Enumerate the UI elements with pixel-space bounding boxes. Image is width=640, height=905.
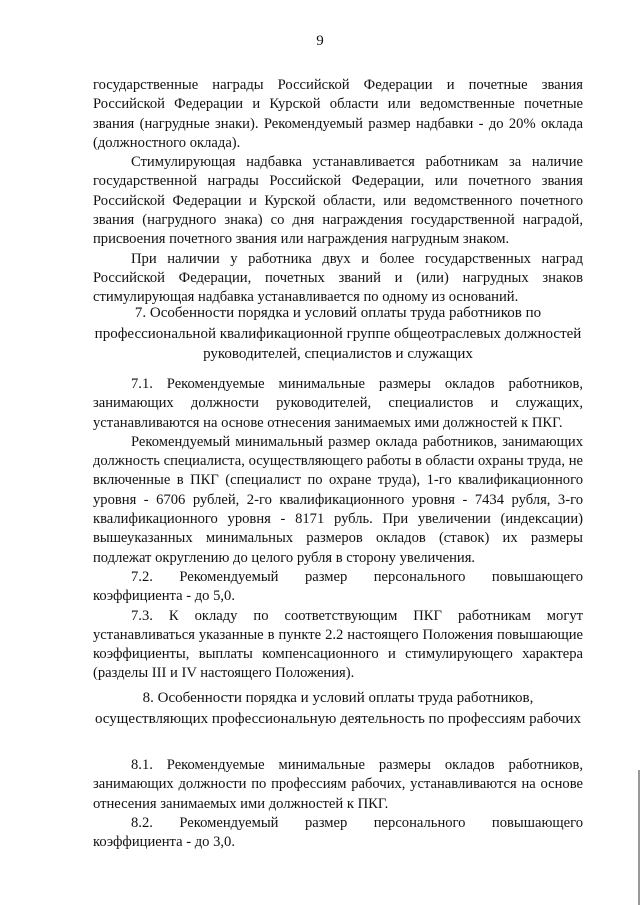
- section-8-heading: 8. Особенности порядка и условий оплаты труда работников, осуществляющих профессиональную деятельность по профессиям рабочих: [94, 690, 582, 727]
- paragraph: государственные награды Российской Федерации и почетные звания Российской Федерации и Курской области или ведомственные почетные звания (нагрудные знаки). Рекомендуемый размер надбавки - до 20% оклада (должностного оклада).: [93, 77, 583, 151]
- paragraph: При наличии у работника двух и более государственных наград Российской Федерации, почетных званий и (или) нагрудных знаков стимулирующая надбавка устанавливается по одному из оснований.: [93, 250, 583, 306]
- paragraph: Рекомендуемый минимальный размер оклада работников, занимающих должность специалиста, осуществляющего работы в области охраны труда, не включенные в ПКГ (специалист по охране труда), 1-го квалификационного уровня - 6706 рублей, 2-го квалификационного уровня - 7434 рубля, 3-го квалификационного уровня - 8171 рубль. При увеличении (индексации) вышеуказанных минимальных размеров окладов (ставок) их размеры подлежат округлению до целого рубля в сторону увеличения.: [93, 433, 583, 566]
- page-number: 9: [316, 33, 324, 49]
- section-7-body: [93, 375, 583, 684]
- paragraph: 8.1. Рекомендуемые минимальные размеры окладов работников, занимающих должности по профессиям рабочих, устанавливаются на основе отнесения занимаемых ими должностей к ПКГ.: [93, 757, 583, 812]
- paragraph: Стимулирующая надбавка устанавливается работникам за наличие государственной награды Российской Федерации, или почетного звания Российской Федерации и Курской области, или ведомственного почетного звания (нагрудного знака) со дня награждения государственной наградой, присвоения почетного звания или награждения нагрудным знаком.: [93, 154, 583, 248]
- paragraph: 7.3. К окладу по соответствующим ПКГ работникам могут устанавливаться указанные в пункте 2.2 настоящего Положения повышающие коэффициенты, выплаты компенсационного и стимулирующего характера (разделы III и IV настоящего Положения).: [93, 607, 583, 682]
- section-8-body: [93, 756, 583, 852]
- paragraph: 8.2. Рекомендуемый размер персонального повышающего коэффициента - до 3,0.: [93, 814, 583, 851]
- paragraph: 7.2. Рекомендуемый размер персонального повышающего коэффициента - до 5,0.: [93, 568, 583, 605]
- paragraph: 7.1. Рекомендуемые минимальные размеры окладов работников, занимающих должности руководителей, специалистов и служащих, устанавливаются на основе отнесения занимаемых ими должностей к ПКГ.: [93, 376, 583, 431]
- intro-block: [93, 76, 583, 308]
- section-7-heading: 7. Особенности порядка и условий оплаты труда работников по профессиональной квалификационной группе общеотраслевых должностей руководителей, специалистов и служащих: [94, 305, 582, 362]
